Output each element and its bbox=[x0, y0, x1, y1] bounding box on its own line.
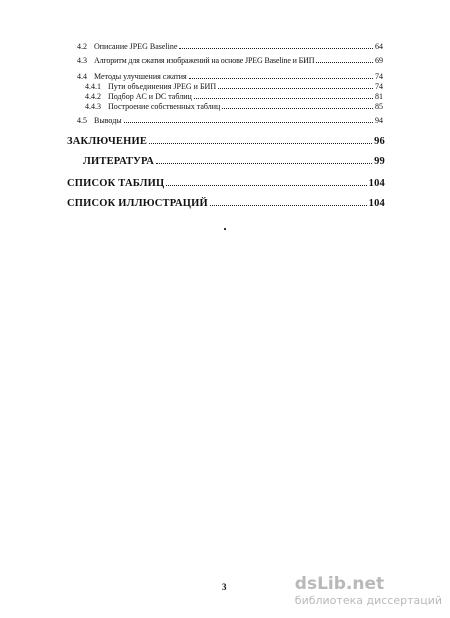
toc-entry-4-4 bbox=[77, 72, 383, 82]
toc-entry-4-4-3 bbox=[85, 102, 383, 112]
toc-entry-number: 4.4.3 bbox=[85, 102, 101, 111]
toc-entry-number: 4.4.2 bbox=[85, 92, 101, 101]
toc-entry-page: 74 bbox=[375, 72, 383, 81]
toc-entry-4-5 bbox=[77, 116, 383, 126]
toc-entry-title: Пути объединения JPEG и БИП bbox=[108, 82, 217, 91]
dot-leader bbox=[194, 98, 373, 99]
toc-entry-number: 4.5 bbox=[77, 116, 87, 125]
dot-leader bbox=[179, 48, 373, 49]
dot-leader bbox=[189, 78, 373, 79]
toc-entry-number: 4.4 bbox=[77, 72, 87, 81]
toc-entry-page: 104 bbox=[368, 198, 385, 209]
toc-entry-number: 4.2 bbox=[77, 42, 87, 51]
toc-entry-title: ЗАКЛЮЧЕНИЕ bbox=[67, 136, 148, 147]
toc-entry-page: 85 bbox=[375, 102, 383, 111]
dot-leader bbox=[156, 163, 372, 164]
toc-entry-title: Подбор AC и DC таблиц bbox=[108, 92, 192, 101]
toc-entry-4-4-2 bbox=[85, 92, 383, 102]
toc-entry-number: 4.3 bbox=[77, 56, 87, 65]
toc-entry-page: 96 bbox=[374, 136, 385, 147]
watermark-subtitle: библиотека диссертаций bbox=[294, 594, 442, 607]
dot-leader bbox=[218, 88, 373, 89]
toc-entry-list-of-illustrations bbox=[67, 198, 385, 209]
stray-dot-mark bbox=[224, 228, 226, 230]
toc-entry-page: 74 bbox=[375, 82, 383, 91]
toc-entry-literature bbox=[83, 156, 385, 167]
toc-entry-4-2 bbox=[77, 42, 383, 52]
dot-leader bbox=[149, 143, 372, 144]
toc-entry-4-4-1 bbox=[85, 82, 383, 92]
watermark-brand: dsLib.net bbox=[294, 574, 385, 594]
dot-leader bbox=[210, 205, 367, 206]
toc-entry-title: Построение собственных таблиц bbox=[108, 102, 221, 111]
page-number: 3 bbox=[222, 582, 227, 592]
toc-entry-page: 64 bbox=[375, 42, 383, 51]
toc-entry-page: 104 bbox=[368, 178, 385, 189]
toc-entry-title: СПИСОК ИЛЛЮСТРАЦИЙ bbox=[67, 198, 208, 209]
toc-entry-title: Алгоритм для сжатия изображений на основе JPEG Baseline и БИП bbox=[94, 56, 315, 65]
toc-entry-title: Методы улучшения сжатия bbox=[94, 72, 187, 81]
toc-entry-4-3 bbox=[77, 56, 383, 66]
toc-entry-title: СПИСОК ТАБЛИЦ bbox=[67, 178, 165, 189]
toc-entry-title: Выводы bbox=[94, 116, 122, 125]
dot-leader bbox=[124, 122, 373, 123]
toc-entry-page: 94 bbox=[375, 116, 383, 125]
toc-entry-list-of-tables bbox=[67, 178, 385, 189]
dot-leader bbox=[222, 108, 373, 109]
toc-entry-title: Описание JPEG Baseline bbox=[94, 42, 178, 51]
dot-leader bbox=[316, 62, 373, 63]
toc-entry-conclusion bbox=[67, 136, 385, 147]
dot-leader bbox=[166, 185, 366, 186]
toc-entry-title: ЛИТЕРАТУРА bbox=[83, 156, 155, 167]
toc-entry-number: 4.4.1 bbox=[85, 82, 101, 91]
toc-entry-page: 99 bbox=[374, 156, 385, 167]
toc-entry-page: 81 bbox=[375, 92, 383, 101]
watermark bbox=[295, 574, 442, 608]
toc-entry-page: 69 bbox=[375, 56, 383, 65]
